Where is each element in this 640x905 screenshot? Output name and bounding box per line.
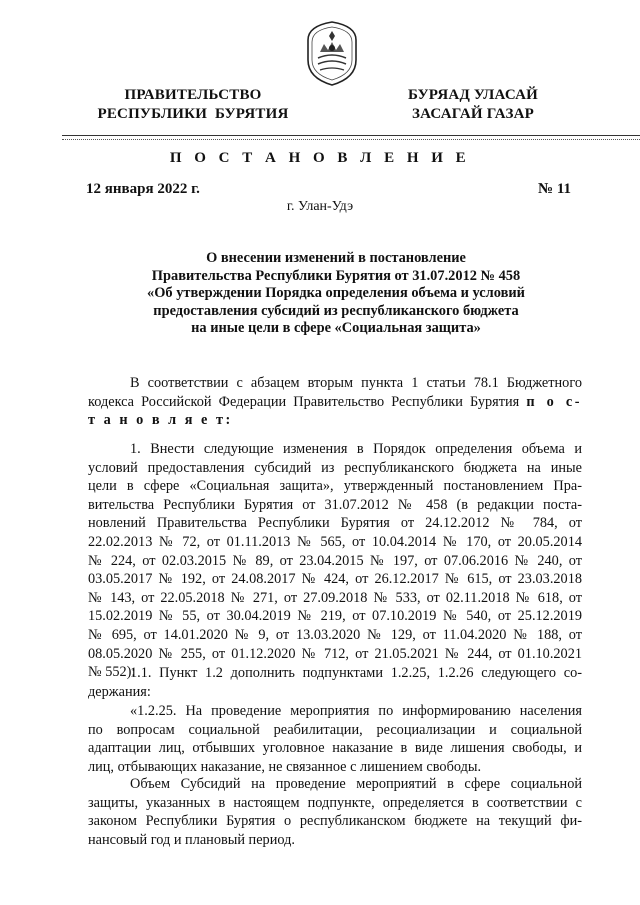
government-name-russian [88,86,298,124]
text-line: № 695, от 14.01.2020 № 9, от 13.03.2020 № 129, от 11.04.2020 № 188, от [88,626,582,643]
gov-left-line-1: ПРАВИТЕЛЬСТВО [124,87,262,103]
text-line: В соответствии с абзацем вторым пункта 1 статьи 78.1 Бюджетного [130,375,582,391]
item-1-2-25-paragraph [88,702,582,776]
text-line: новлений Правительства Республики Бурятия от 24.12.2012 № 784, от [88,515,582,532]
item-1-1-paragraph [88,664,582,701]
text-line: адаптации лиц, отбывших уголовное наказание в виде лишения свободы, и [88,740,582,757]
title-line: О внесении изменений в постановление [206,250,466,266]
text-line: № 552): [88,664,136,681]
document-type: П О С Т А Н О В Л Е Н И Е [169,150,471,166]
document-city: г. Улан-Удэ [286,199,354,214]
title-line: «Об утверждении Порядка определения объема и условий [147,285,525,302]
header-divider [62,135,640,136]
gov-left-line-2: РЕСПУБЛИКИ БУРЯТИЯ [97,106,289,122]
text-line: 03.05.2017 № 192, от 24.08.2017 № 424, от 26.12.2017 № 615, от 23.03.2018 [88,571,582,588]
text-line: условий предоставления субсидий из республиканского бюджета на иные [88,459,582,476]
text-fragment: кодекса Российской Федерации Правительство Республики Бурятия [88,393,520,410]
text-line: лиц, отбывающих наказание, не связанное с лишением свободы. [88,758,482,775]
text-line: по вопросам социальной реабилитации, ресоциализации и социальной [88,721,582,738]
text-line: 08.05.2020 № 255, от 01.12.2020 № 712, от 21.05.2021 № 244, от 01.10.2021 [88,645,582,662]
text-line: защиты, указанных в настоящем подпункте, определяется в соответствии с [88,794,582,811]
text-line: «1.2.25. На проведение мероприятия по информированию населения [130,703,582,719]
government-name-buryat [388,86,558,124]
document-title [86,250,586,338]
text-line: № 143, от 22.05.2018 № 271, от 27.09.2018 № 533, от 02.11.2018 № 618, от [88,589,582,606]
text-line [88,393,582,412]
volume-paragraph [88,775,582,849]
title-line: Правительства Республики Бурятия от 31.07.2012 № 458 [151,267,521,284]
gov-right-line-1: БУРЯАД УЛАСАЙ [407,87,539,103]
text-line: цели в сфере «Социальная защита», утвержденный постановлением Пра- [88,478,582,495]
header-divider-dotted [62,139,640,140]
text-line: законом Республики Бурятия о республиканском бюджете на текущий фи- [88,813,582,830]
text-line: вительства Республики Бурятия от 31.07.2012 № 458 (в редакции поста- [88,496,582,513]
gov-right-line-2: ЗАСАГАЙ ГАЗАР [412,106,534,122]
document-date: 12 января 2022 г. [86,181,200,197]
title-line: предоставления субсидий из республиканского бюджета [153,302,519,319]
text-line: 1. Внести следующие изменения в Порядок определения объема и [130,441,582,457]
text-line: 22.02.2013 № 72, от 01.11.2013 № 565, от 10.04.2014 № 170, от 20.05.2014 [88,533,582,550]
title-line: на иные цели в сфере «Социальная защита» [191,320,481,337]
item-1-paragraph [88,440,582,682]
document-number: № 11 [538,181,571,197]
text-line: 15.02.2019 № 55, от 30.04.2019 № 219, от 07.10.2019 № 540, от 25.12.2019 [88,608,582,625]
text-fragment-spaced: п о с- [526,393,582,410]
coat-of-arms-emblem [302,18,362,88]
text-line-spaced: т а н о в л я е т: [88,412,233,429]
text-line: нансовый год и плановый период. [88,831,295,848]
preamble-paragraph [88,374,582,430]
text-line: № 224, от 02.03.2015 № 89, от 23.04.2015 № 197, от 07.06.2016 № 240, от [88,552,582,569]
text-line: 1.1. Пункт 1.2 дополнить подпунктами 1.2.25, 1.2.26 следующего со- [130,665,582,681]
text-line: Объем Субсидий на проведение мероприятий в сфере социальной [130,776,582,792]
text-line: держания: [88,683,151,700]
